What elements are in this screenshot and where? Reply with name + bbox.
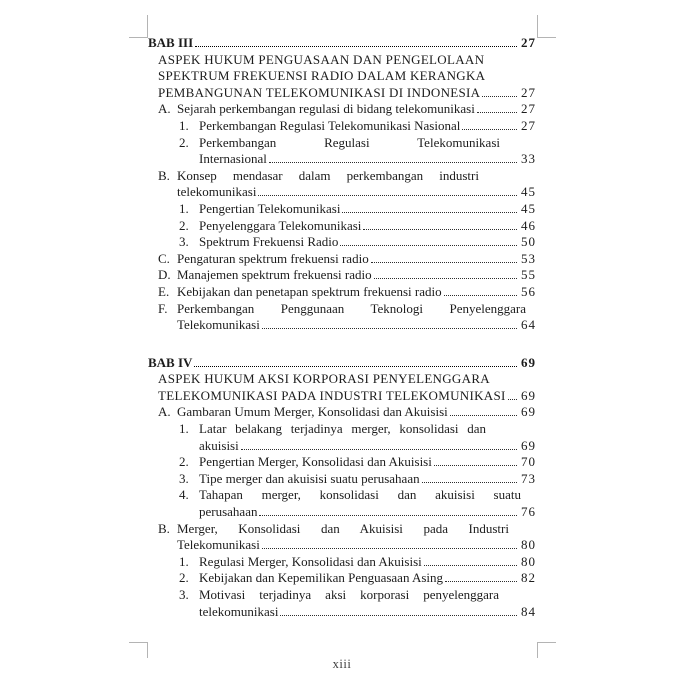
toc-page-number: 27 — [521, 35, 536, 50]
toc-entry — [148, 101, 536, 118]
toc-row — [148, 184, 536, 201]
toc-page-number: 82 — [521, 570, 536, 586]
toc-entry-text: Manajemen spektrum frekuensi radio — [177, 267, 372, 283]
toc-row — [148, 284, 536, 301]
toc-entry — [148, 317, 536, 334]
toc-row — [148, 554, 536, 571]
toc-entry — [148, 471, 536, 488]
toc-entry — [148, 135, 536, 152]
toc-row — [148, 151, 536, 168]
toc-entry — [148, 251, 536, 268]
toc-spacer — [148, 334, 536, 355]
toc-entry-text: Regulasi Merger, Konsolidasi dan Akuisisi — [199, 553, 422, 569]
dot-leader — [262, 548, 517, 549]
toc-item-number: 3. — [179, 470, 189, 486]
dot-leader — [422, 482, 517, 483]
toc-row — [148, 421, 536, 438]
dot-leader — [445, 581, 517, 582]
toc-row — [148, 201, 536, 218]
toc-entry-text: perusahaan — [199, 504, 258, 520]
toc-entry — [148, 487, 536, 504]
toc-item-number: 1. — [179, 553, 189, 569]
toc-page-number: 33 — [521, 151, 536, 167]
toc-row — [148, 301, 536, 318]
dot-leader — [450, 415, 517, 416]
toc-entry — [148, 184, 536, 201]
toc-entry — [158, 68, 536, 85]
toc-page-number: 27 — [521, 117, 536, 133]
dot-leader — [194, 366, 517, 367]
toc-entry-text: Telekomunikasi — [177, 317, 260, 333]
toc-row — [148, 570, 536, 587]
toc-entry-text: Perkembangan Penggunaan Teknologi Penyelenggara — [177, 300, 526, 316]
dot-leader — [371, 262, 517, 263]
toc-row — [148, 355, 536, 372]
dot-leader — [269, 162, 517, 163]
toc-entry-text: Sejarah perkembangan regulasi di bidang telekomunikasi — [177, 101, 475, 117]
toc-row — [148, 371, 536, 388]
toc-entry-text: telekomunikasi — [177, 184, 257, 200]
toc-entry-text: Kebijakan dan Kepemilikan Penguasaan Asing — [199, 570, 444, 586]
toc-entry — [148, 201, 536, 218]
toc-page-number: 69 — [521, 387, 536, 403]
toc-entry — [148, 570, 536, 587]
toc-page-number: 76 — [521, 504, 536, 520]
toc-page-number: 73 — [521, 470, 536, 486]
toc-item-number: A. — [158, 101, 171, 117]
toc-item-number: A. — [158, 404, 171, 420]
dot-leader — [195, 46, 517, 47]
dot-leader — [434, 465, 517, 466]
toc-entry-text: ASPEK HUKUM AKSI KORPORASI PENYELENGGARA — [158, 371, 490, 387]
toc-page-number: 69 — [521, 354, 536, 370]
toc-row — [148, 218, 536, 235]
toc-entry — [158, 52, 536, 69]
toc-entry-text: BAB IV — [148, 354, 193, 370]
toc-row — [148, 454, 536, 471]
toc-page-number: 50 — [521, 234, 536, 250]
crop-mark-bottom-left — [129, 642, 148, 658]
toc-row — [148, 135, 536, 152]
toc-page-number: 70 — [521, 454, 536, 470]
toc-item-number: F. — [158, 300, 168, 316]
toc-entry-text: Merger, Konsolidasi dan Akuisisi pada Industri — [177, 520, 509, 536]
toc-entry — [148, 355, 536, 372]
toc-entry-text: Perkembangan Regulasi Telekomunikasi Nasional — [199, 117, 461, 133]
toc-entry — [148, 604, 536, 621]
toc-item-number: 2. — [179, 454, 189, 470]
toc-item-number: 3. — [179, 587, 189, 602]
dot-leader — [508, 399, 517, 400]
toc-entry-text: Pengertian Merger, Konsolidasi dan Akuisisi — [199, 454, 432, 470]
toc-entry-text: Pengertian Telekomunikasi — [199, 200, 341, 216]
toc-entry — [148, 118, 536, 135]
toc-row — [148, 487, 536, 504]
toc-row — [148, 168, 536, 185]
toc-entry — [148, 168, 536, 185]
toc-page-number: 45 — [521, 184, 536, 200]
toc-row — [148, 35, 536, 52]
dot-leader — [462, 129, 517, 130]
toc-page-number: 69 — [521, 437, 536, 453]
toc-entry-text: akuisisi — [199, 437, 239, 453]
toc-page-number: 46 — [521, 217, 536, 233]
dot-leader — [482, 96, 517, 97]
toc-row — [148, 404, 536, 421]
toc-item-number: E. — [158, 283, 170, 299]
toc-page-number: 27 — [521, 84, 536, 100]
toc-item-number: 1. — [179, 421, 189, 437]
toc-entry — [148, 521, 536, 538]
toc-item-number: 4. — [179, 487, 189, 503]
dot-leader — [340, 245, 517, 246]
toc-entry-text: Kebijakan dan penetapan spektrum frekuensi radio — [177, 283, 442, 299]
toc-item-number: 2. — [179, 217, 189, 233]
toc-entry-text: Telekomunikasi — [177, 537, 260, 553]
toc-item-number: 1. — [179, 200, 189, 216]
page-number-footer: xiii — [332, 657, 352, 671]
toc-row — [148, 587, 536, 604]
toc-entry — [148, 404, 536, 421]
toc-row — [148, 521, 536, 538]
table-of-contents — [148, 35, 536, 620]
toc-row — [148, 234, 536, 251]
toc-entry-text: Latar belakang terjadinya merger, konsolidasi dan — [199, 421, 486, 437]
toc-item-number: D. — [158, 267, 171, 283]
toc-entry — [148, 421, 536, 438]
toc-row — [148, 85, 536, 102]
toc-item-number: 1. — [179, 117, 189, 133]
toc-item-number: C. — [158, 250, 170, 266]
toc-page-number: 80 — [521, 537, 536, 553]
toc-entry-text: BAB III — [148, 35, 194, 50]
toc-item-number: 2. — [179, 134, 189, 150]
toc-entry-text: SPEKTRUM FREKUENSI RADIO DALAM KERANGKA — [158, 68, 486, 84]
dot-leader — [444, 295, 517, 296]
toc-row — [148, 471, 536, 488]
toc-entry — [148, 587, 536, 604]
toc-entry — [148, 35, 536, 52]
toc-entry-text: Pengaturan spektrum frekuensi radio — [177, 250, 369, 266]
toc-row — [148, 118, 536, 135]
toc-page-number: 69 — [521, 404, 536, 420]
toc-entry — [148, 267, 536, 284]
toc-entry — [148, 234, 536, 251]
toc-page-number: 56 — [521, 283, 536, 299]
toc-row — [148, 388, 536, 405]
toc-entry-text: Internasional — [199, 151, 267, 167]
dot-leader — [477, 112, 517, 113]
toc-entry-text: TELEKOMUNIKASI PADA INDUSTRI TELEKOMUNIKASI — [158, 387, 506, 403]
crop-mark-top-left — [129, 15, 148, 38]
crop-mark-bottom-right — [537, 642, 556, 658]
toc-entry — [148, 454, 536, 471]
toc-entry — [158, 371, 536, 388]
toc-entry — [148, 301, 536, 318]
toc-entry-text: Gambaran Umum Merger, Konsolidasi dan Akuisisi — [177, 404, 448, 420]
dot-leader — [342, 212, 517, 213]
toc-entry — [148, 151, 536, 168]
toc-row — [148, 438, 536, 455]
toc-entry — [148, 537, 536, 554]
toc-row — [148, 604, 536, 621]
crop-mark-top-right — [537, 15, 556, 38]
dot-leader — [374, 278, 517, 279]
toc-row — [148, 52, 536, 69]
toc-entry-text: Tahapan merger, konsolidasi dan akuisisi suatu — [199, 487, 521, 503]
toc-item-number: B. — [158, 520, 170, 536]
toc-entry-text: Konsep mendasar dalam perkembangan industri — [177, 167, 479, 183]
toc-entry — [148, 554, 536, 571]
toc-page-number: 27 — [521, 101, 536, 117]
toc-page-number: 55 — [521, 267, 536, 283]
toc-row — [148, 267, 536, 284]
toc-entry — [158, 388, 536, 405]
dot-leader — [424, 565, 517, 566]
toc-page-number: 45 — [521, 200, 536, 216]
dot-leader — [262, 328, 517, 329]
toc-entry-text: telekomunikasi — [199, 603, 279, 619]
toc-entry — [148, 218, 536, 235]
toc-entry — [158, 85, 536, 102]
dot-leader — [258, 195, 517, 196]
toc-row — [148, 101, 536, 118]
toc-page-number: 64 — [521, 317, 536, 333]
toc-item-number: 3. — [179, 234, 189, 250]
toc-row — [148, 68, 536, 85]
toc-row — [148, 504, 536, 521]
toc-item-number: B. — [158, 167, 170, 183]
toc-page-number: 84 — [521, 603, 536, 619]
toc-entry — [148, 504, 536, 521]
toc-entry-text: PEMBANGUNAN TELEKOMUNIKASI DI INDONESIA — [158, 84, 481, 100]
toc-entry-text: Perkembangan Regulasi Telekomunikasi — [199, 134, 500, 150]
toc-page-number: 53 — [521, 250, 536, 266]
toc-entry-text: Tipe merger dan akuisisi suatu perusahaan — [199, 470, 420, 486]
dot-leader — [241, 449, 517, 450]
toc-entry — [148, 284, 536, 301]
toc-page-number: 80 — [521, 553, 536, 569]
toc-row — [148, 537, 536, 554]
toc-entry — [148, 438, 536, 455]
toc-row — [148, 251, 536, 268]
toc-entry-text: Penyelenggara Telekomunikasi — [199, 217, 362, 233]
dot-leader — [259, 515, 517, 516]
toc-entry-text: ASPEK HUKUM PENGUASAAN DAN PENGELOLAAN — [158, 51, 485, 67]
toc-entry-text: Motivasi terjadinya aksi korporasi penyelenggara — [199, 587, 499, 602]
dot-leader — [280, 615, 517, 616]
toc-entry-text: Spektrum Frekuensi Radio — [199, 234, 339, 250]
toc-row — [148, 317, 536, 334]
dot-leader — [363, 229, 517, 230]
toc-item-number: 2. — [179, 570, 189, 586]
